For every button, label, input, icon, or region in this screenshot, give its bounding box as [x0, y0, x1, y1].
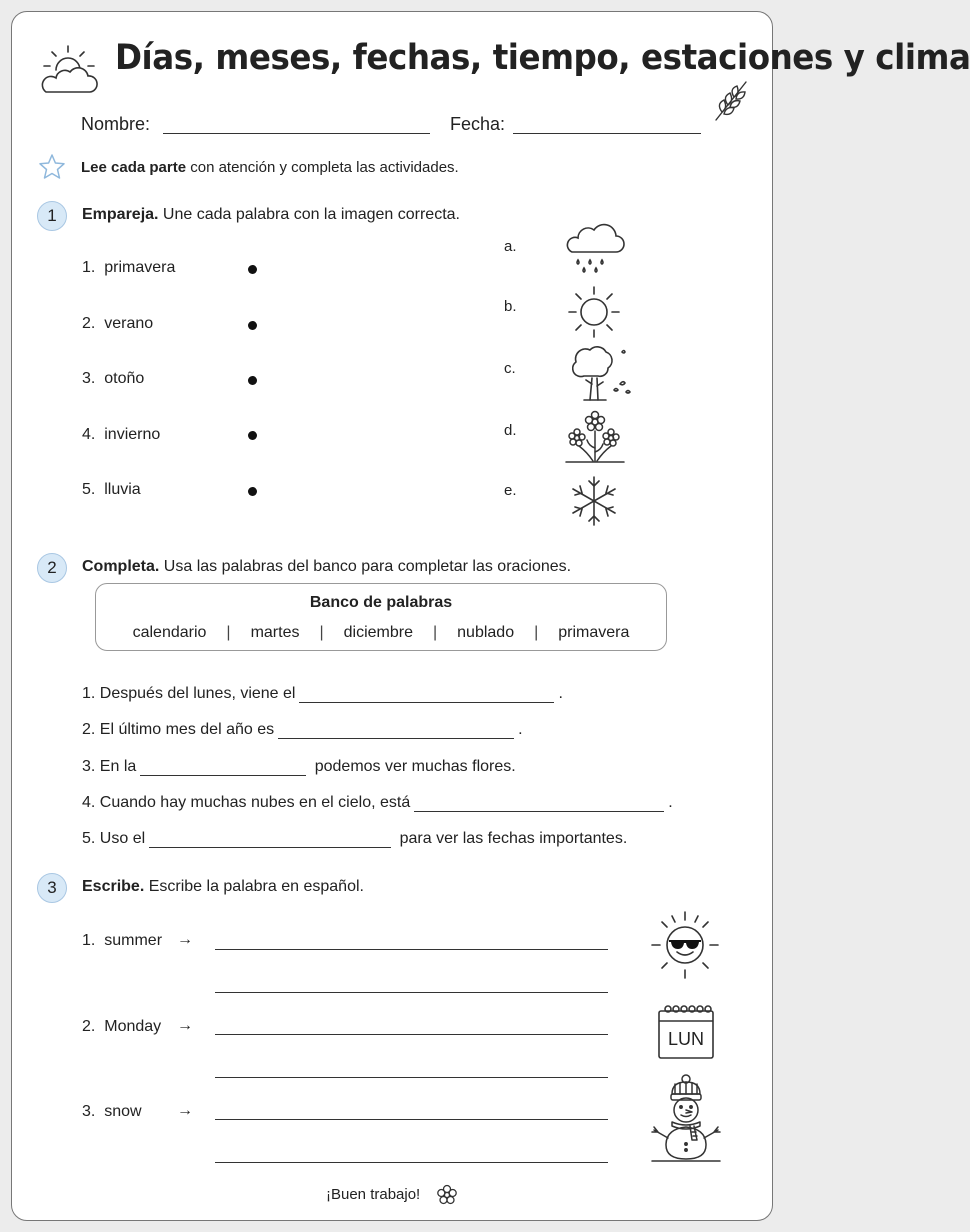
section-3-number: 3 [37, 873, 67, 903]
bank-word: martes [250, 624, 300, 641]
calendar-day-label: LUN [667, 1029, 705, 1049]
star-icon [38, 153, 66, 181]
write-line[interactable] [215, 1077, 608, 1078]
arrow-icon: → [177, 1102, 193, 1119]
match-dot[interactable] [248, 265, 257, 274]
write-line[interactable] [215, 1162, 608, 1163]
name-field[interactable] [163, 133, 430, 134]
bank-separator: | [319, 624, 324, 641]
bank-word: nublado [457, 624, 515, 641]
leaf-icon [712, 78, 752, 124]
arrow-icon: → [177, 931, 193, 948]
option-letter: e. [504, 482, 517, 499]
option-letter: b. [504, 298, 517, 315]
answer-blank[interactable] [299, 688, 554, 703]
translate-item: 2. Monday [82, 1018, 162, 1035]
section-2-number: 2 [37, 553, 67, 583]
section-1-number: 1 [37, 201, 67, 231]
answer-blank[interactable] [140, 761, 306, 776]
answer-blank[interactable] [149, 833, 391, 848]
bank-separator: | [433, 624, 438, 641]
bank-separator: | [534, 624, 539, 641]
sun-cloud-icon [38, 42, 100, 98]
arrow-icon: → [177, 1017, 193, 1034]
sentence: 4. Cuando hay muchas nubes en el cielo, está . [82, 794, 673, 811]
option-letter: c. [504, 360, 516, 377]
sentence: 1. Después del lunes, viene el . [82, 685, 563, 702]
sun-sunglasses-icon [648, 908, 722, 982]
match-item: 2. verano [82, 315, 154, 332]
calendar-icon [656, 1003, 716, 1061]
snowman-icon [646, 1072, 726, 1164]
footer-text: ¡Buen trabajo! [326, 1186, 421, 1203]
autumn-tree-icon [566, 344, 632, 402]
word-bank-row [96, 624, 666, 642]
write-line[interactable] [215, 949, 608, 950]
section-1-heading: Empareja. Une cada palabra con la imagen correcta. [82, 206, 460, 223]
sentence: 5. Uso el para ver las fechas importantes. [82, 830, 628, 847]
match-dot[interactable] [248, 431, 257, 440]
match-item: 5. lluvia [82, 481, 141, 498]
match-item: 1. primavera [82, 259, 176, 276]
date-field[interactable] [513, 133, 701, 134]
write-line[interactable] [215, 1034, 608, 1035]
write-line[interactable] [215, 992, 608, 993]
option-letter: d. [504, 422, 517, 439]
word-bank [95, 583, 667, 651]
date-label: Fecha: [450, 114, 506, 134]
answer-blank[interactable] [414, 797, 664, 812]
translate-item: 1. summer [82, 932, 163, 949]
bank-word: diciembre [343, 624, 413, 641]
match-dot[interactable] [248, 321, 257, 330]
rain-cloud-icon [562, 220, 626, 276]
word-bank-title: Banco de palabras [309, 594, 453, 611]
match-item: 4. invierno [82, 426, 161, 443]
page-title: Días, meses, fechas, tiempo, estaciones y clima [115, 38, 970, 78]
answer-blank[interactable] [278, 724, 514, 739]
bank-word: primavera [558, 624, 630, 641]
match-dot[interactable] [248, 487, 257, 496]
translate-item: 3. snow [82, 1103, 142, 1120]
match-dot[interactable] [248, 376, 257, 385]
option-letter: a. [504, 238, 517, 255]
sentence: 3. En la podemos ver muchas flores. [82, 758, 516, 775]
section-2-heading: Completa. Usa las palabras del banco para completar las oraciones. [82, 558, 572, 575]
flowers-icon [562, 408, 628, 466]
sun-icon [564, 284, 624, 340]
match-item: 3. otoño [82, 370, 145, 387]
instruction-text: Lee cada parte con atención y completa las actividades. [81, 159, 459, 176]
name-label: Nombre: [81, 114, 151, 134]
write-line[interactable] [215, 1119, 608, 1120]
section-3-heading: Escribe. Escribe la palabra en español. [82, 878, 364, 895]
snowflake-icon [568, 474, 620, 528]
bank-word: calendario [132, 624, 207, 641]
bank-separator: | [226, 624, 231, 641]
flower-icon [435, 1183, 459, 1207]
sentence: 2. El último mes del año es . [82, 721, 523, 738]
